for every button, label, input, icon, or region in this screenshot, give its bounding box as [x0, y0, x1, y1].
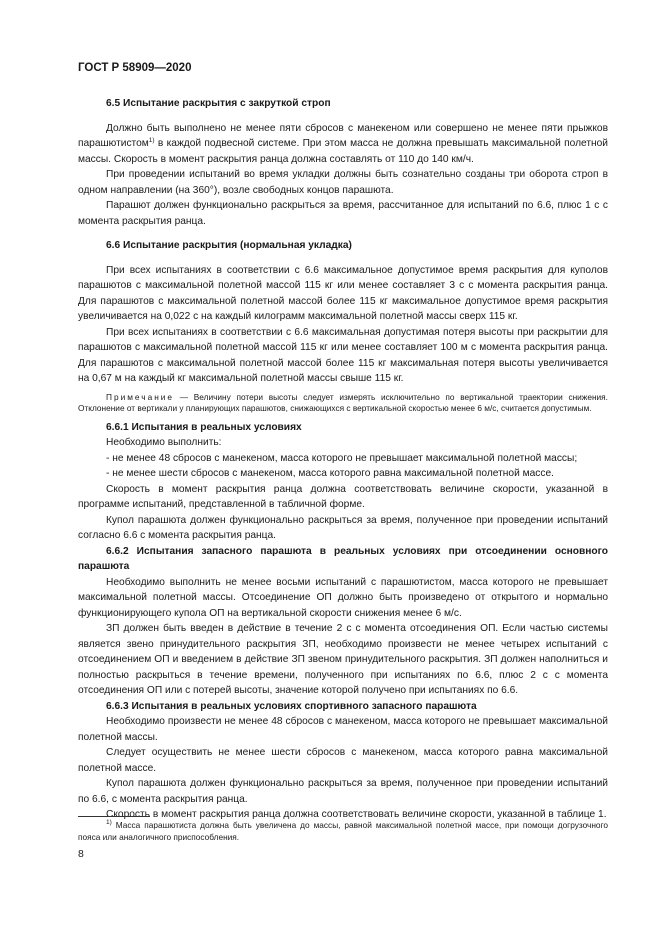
section-6-6-paragraph-1: При всех испытаниях в соответствии с 6.6 максимальное допустимое время раскрытия для куполов парашютов с максимальной полетной массой 115 кг или менее составляет 3 с с момента раскрытия ранца. Для парашютов с максимальной полетной массой более 115 кг максимальное допустимое время раскрытия увеличивается на 0,022 с на каждый килограмм максимальной полетной массы сверх 115 кг. — [78, 264, 608, 322]
section-6-6-1-list-item-1: - не менее 48 сбросов с манекеном, масса которого не превышает максимальной полетной массы; — [106, 452, 578, 464]
section-6-6-2-paragraph-1: Необходимо выполнить не менее восьми испытаний с парашютистом, масса которого не превышает максимальной полетной массы. Отсоединение ОП должно быть произведено от открытого и нормально функционирующего купола ОП на вертикальной скорости снижения менее 6 м/с. — [78, 576, 608, 619]
paragraph-text: Должно быть выполнено не менее пяти сбросов с манекеном или совершено не менее пяти прыжков парашютистом — [78, 122, 608, 149]
section-6-6-1-paragraph-2: Купол парашюта должен функционально раскрыться за время, полученное при проведении испытаний согласно 6.6 с момента раскрытия ранца. — [78, 514, 608, 541]
section-6-5-heading: 6.5 Испытание раскрытия с закруткой строп — [106, 98, 331, 109]
section-6-6-3-heading: 6.6.3 Испытания в реальных условиях спортивного запасного парашюта — [106, 700, 477, 712]
section-6-6-2-heading: 6.6.2 Испытания запасного парашюта в реальных условиях при отсоединении основного парашюта — [78, 545, 608, 572]
section-6-6-1-intro: Необходимо выполнить: — [106, 437, 222, 448]
section-6-6-1-paragraph-1: Скорость в момент раскрытия ранца должна соответствовать величине скорости, указанной в программе испытаний, представленной в табличной форме. — [78, 483, 608, 510]
section-6-6-note — [78, 392, 608, 415]
section-6-6-1-list-item-2: - не менее шести сбросов с манекеном, масса которого равна максимальной полетной массе. — [106, 468, 554, 479]
footnote-reference[interactable]: 1) — [148, 137, 155, 144]
note-label: Примечание — [106, 391, 175, 402]
footnote-marker: 1) — [106, 819, 112, 826]
standard-code-header: ГОСТ Р 58909—2020 — [78, 62, 192, 74]
footnote — [78, 820, 608, 843]
paragraph-text: в каждой подвесной системе. При этом масса не должна превышать максимальной полетной массы. Скорость в момент раскрытия ранца должна составлять от 110 до 140 км/ч. — [78, 138, 608, 165]
section-6-5-paragraph-1 — [78, 121, 608, 168]
footnote-body: Масса парашютиста должна быть увеличена до массы, равной максимальной полетной массе, при помощи догрузочного пояса или аналогичного приспособления. — [78, 820, 608, 842]
section-6-6-paragraph-2: При всех испытаниях в соответствии с 6.6 максимальная допустимая потеря высоты при раскрытии для парашютов с максимальной полетной массой 115 кг или менее составляет 100 м с момента раскрытия ранца. Для парашютов с максимальной полетной массой более 115 кг максимальная потеря высоты увеличивается на 0,67 м на каждый кг максимальной полетной массы свыше 115 кг. — [78, 326, 608, 384]
page-number: 8 — [78, 848, 84, 860]
footnote-divider — [78, 816, 150, 817]
note-text: — Величину потери высоты следует измерять исключительно по вертикальной траектории снижения. Отклонение от вертикали у планирующих парашютов, снижающихся с вертикальной скоростью менее 6 м/с, считается допустимым. — [78, 391, 608, 413]
section-6-5-paragraph-3: Парашют должен функционально раскрыться за время, рассчитанное для испытаний по 6.6, плюс 1 с с момента раскрытия ранца. — [78, 200, 608, 227]
section-6-6-2-paragraph-2: ЗП должен быть введен в действие в течение 2 с с момента отсоединения ОП. Если частью системы является звено принудительного раскрытия ЗП, необходимо произвести не менее четырех испытаний с отсоединением ОП и введением в действие ЗП звеном принудительного раскрытия. ЗП должен наполниться и полностью раскрыться в течение времени, полученного при испытаниях по 6.6, плюс 2 с с момента отсоединения ОП или с потерей высоты, значение которой получено при испытаниях по 6.6. — [78, 623, 608, 696]
section-6-6-3-paragraph-1: Необходимо произвести не менее 48 сбросов с манекеном, масса которого не превышает максимальной полетной массы. — [78, 716, 608, 743]
footnote-text — [78, 820, 608, 843]
section-6-6-3-paragraph-3: Купол парашюта должен функционально раскрыться за время, полученное при проведении испытаний по 6.6, с момента раскрытия ранца. — [78, 778, 608, 805]
section-6-6-3-paragraph-2: Следует осуществить не менее шести сбросов с манекеном, масса которого равна максимальной полетной массе. — [78, 747, 608, 774]
section-6-6-heading: 6.6 Испытание раскрытия (нормальная укладка) — [106, 240, 352, 251]
section-6-5-paragraph-2: При проведении испытаний во время укладки должны быть сознательно созданы три оборота строп в одном направлении (на 360°), возле свободных концов парашюта. — [78, 169, 608, 196]
section-6-6-1-heading: 6.6.1 Испытания в реальных условиях — [106, 421, 302, 433]
document-body — [78, 96, 608, 823]
section-6-6-3-paragraph-4: Скорость в момент раскрытия ранца должна соответствовать величине скорости, указанной в таблице 1. — [106, 809, 607, 820]
